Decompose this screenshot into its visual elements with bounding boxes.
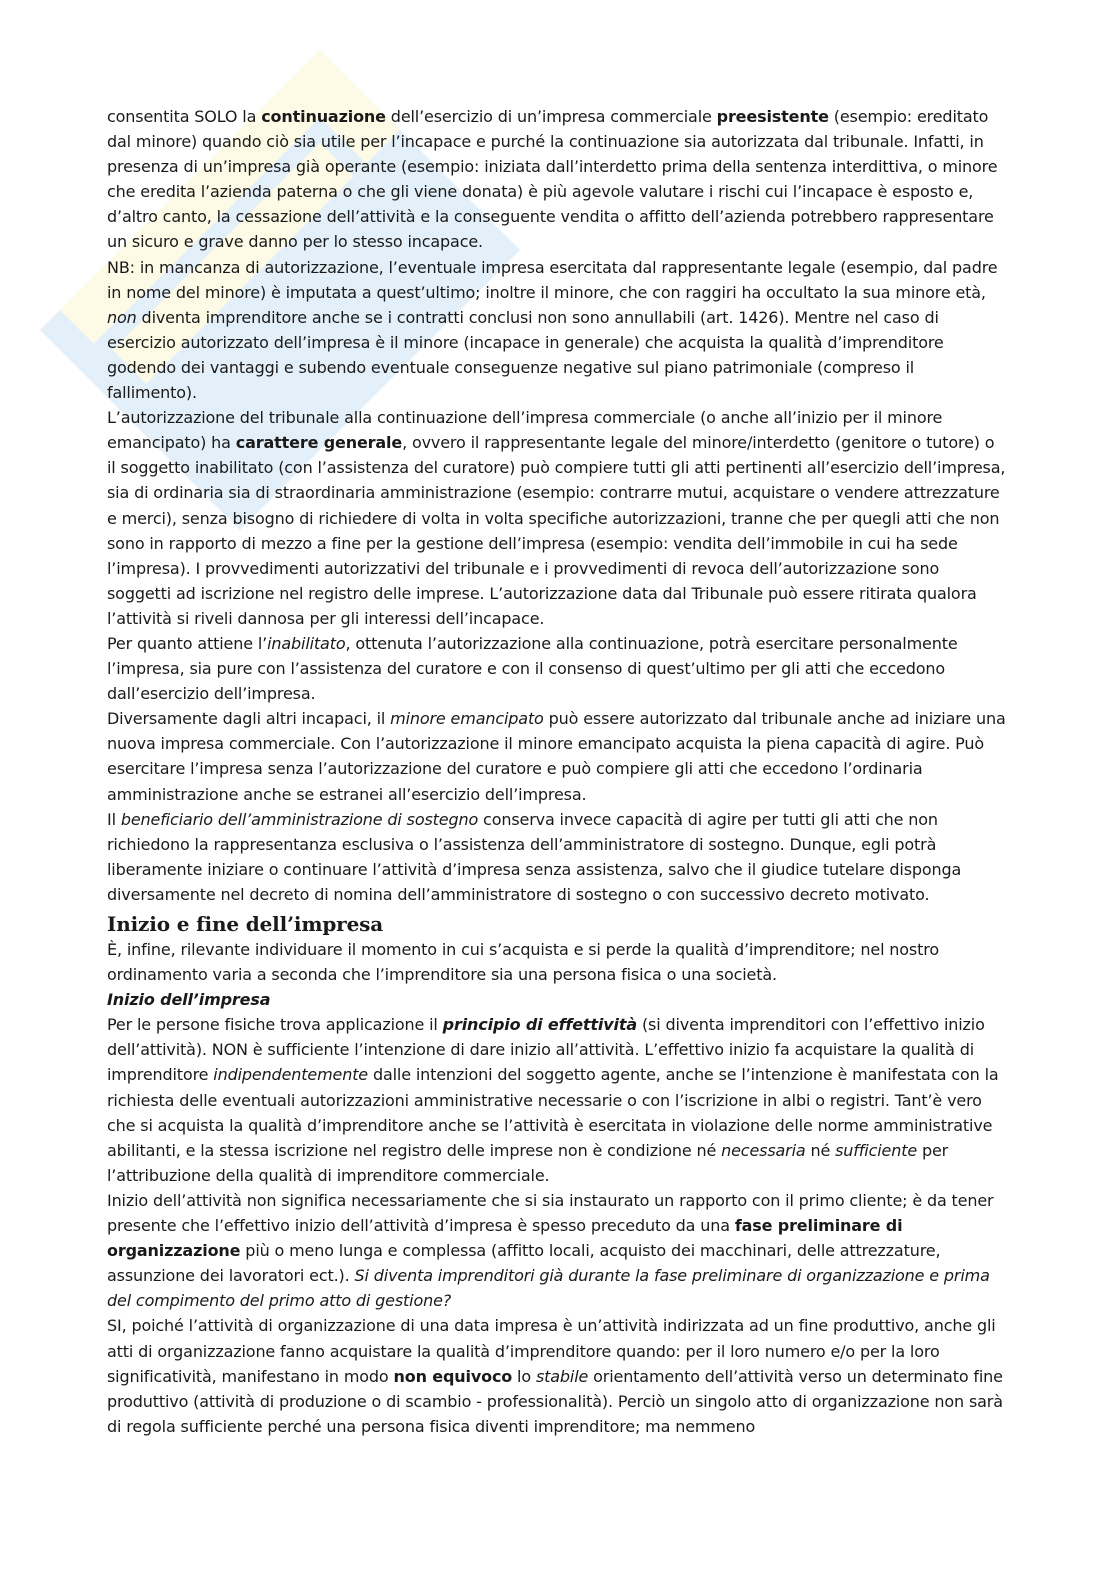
paragraph-intro: È, infine, rilevante individuare il momento in cui s’acquista e si perde la qualità d’imprenditore; nel nostro ordinamento varia a seconda che l’imprenditore sia una persona fisica o una società. [107, 940, 939, 985]
paragraph-fase-preliminare: Inizio dell’attività non significa necessariamente che si sia instaurato un rapporto con il primo cliente; è da tener presente che l’effettivo inizio dell’attività d’impresa è spesso preceduto da una fase preliminare di organizzazione più o meno lunga e complessa (affitto locali, acquisto dei macchinari, delle attrezzature, assunzione dei lavoratori ect.). Si diventa imprenditori già durante la fase preliminare di organizzazione e prima del compimento del primo atto di gestione? [107, 1190, 994, 1311]
paragraph-beneficiario: Il beneficiario dell’amministrazione di sostegno conserva invece capacità di agire per tutti gli atti che non richiedono la rappresentanza esclusiva o l’assistenza dell’amministratore di sostegno. Dunque, egli potrà liberamente iniziare o continuare l’attività d’impresa senza assistenza, salvo che il giudice tutelare disponga diversamente nel decreto di nomina dell’amministratore di sostegno o con successivo decreto motivato. [107, 809, 962, 904]
paragraph-continuazione: consentita SOLO la continuazione dell’esercizio di un’impresa commerciale preesistente (esempio: ereditato dal minore) quando ciò sia utile per l’incapace e purché la continuazione sia autorizzata dal tribunale. Infatti, in presenza di un’impresa già operante (esempio: iniziata dall’interdetto prima della sentenza interdittiva, o minore che eredita l’azienda paterna o che gli viene donata) è più agevole valutare i rischi cui l’incapace è esposto e, d’altro canto, la cessazione dell’attività e la conseguente vendita o affitto dell’azienda potrebbero rappresentare un sicuro e grave danno per lo stesso incapace. [107, 107, 998, 252]
paragraph-inabilitato: Per quanto attiene l’inabilitato, ottenuta l’autorizzazione alla continuazione, potrà esercitare personalmente l’impresa, sia pure con l’assistenza del curatore e con il consenso di quest’ultimo per gli atti che eccedono dall’esercizio dell’impresa. [107, 633, 958, 704]
paragraph-effettivita: Per le persone fisiche trova applicazione il principio di effettività (si diventa imprenditori con l’effettivo inizio dell’attività). NON è sufficiente l’intenzione di dare inizio all’attività. L’effettivo inizio fa acquistare la qualità di imprenditore indipendentemente dalle intenzioni del soggetto agente, anche se l’intenzione è manifestata con la richiesta delle eventuali autorizzazioni amministrative necessarie o con l’iscrizione in albi o registri. Tant’è vero che si acquista la qualità d’imprenditore anche se l’attività è esercitata in violazione delle norme amministrative abilitanti, e la stessa iscrizione nel registro delle imprese non è condizione né necessaria né sufficiente per l’attribuzione della qualità di imprenditore commerciale. [107, 1015, 999, 1185]
section-heading: Inizio e fine dell’impresa [107, 912, 384, 936]
subheading-inizio: Inizio dell’impresa [107, 990, 271, 1010]
paragraph-si-poiche: SI, poiché l’attività di organizzazione di una data impresa è un’attività indirizzata ad un fine produttivo, anche gli atti di organizzazione fanno acquistare la qualità d’imprenditore quando: per il loro numero e/o per la loro significatività, manifestano in modo non equivoco lo stabile orientamento dell’attività verso un determinato fine produttivo (attività di produzione o di scambio - professionalità). Perciò un singolo atto di organizzazione non sarà di regola sufficiente perché una persona fisica diventi imprenditore; ma nemmeno [107, 1316, 1003, 1436]
paragraph-nb: NB: in mancanza di autorizzazione, l’eventuale impresa esercitata dal rappresentante legale (esempio, dal padre in nome del minore) è imputata a quest’ultimo; inoltre il minore, che con raggiri ha occultato la sua minore età, non diventa imprenditore anche se i contratti conclusi non sono annullabili (art. 1426). Mentre nel caso di esercizio autorizzato dell’impresa è il minore (incapace in generale) che acquista la qualità d’imprenditore godendo dei vantaggi e subendo eventuale conseguenze negative sul piano patrimoniale (compreso il fallimento). [107, 257, 998, 403]
document-body [107, 104, 1007, 1439]
paragraph-autorizzazione: L’autorizzazione del tribunale alla continuazione dell’impresa commerciale (o anche all’inizio per il minore emancipato) ha carattere generale, ovvero il rappresentante legale del minore/interdetto (genitore o tutore) o il soggetto inabilitato (con l’assistenza del curatore) può compiere tutti gli atti pertinenti all’esercizio dell’impresa, sia di ordinaria sia di straordinaria amministrazione (esempio: contrarre mutui, acquistare o vendere attrezzature e merci), senza bisogno di richiedere di volta in volta specifiche autorizzazioni, tranne che per quegli atti che non sono in rapporto di mezzo a fine per la gestione dell’impresa (esempio: vendita dell’immobile in cui ha sede l’impresa). I provvedimenti autorizzativi del tribunale e i provvedimenti di revoca dell’autorizzazione sono soggetti ad iscrizione nel registro delle imprese. L’autorizzazione data dal Tribunale può essere ritirata qualora l’attività si riveli dannosa per gli interessi dell’incapace. [107, 408, 1006, 628]
paragraph-minore-emancipato: Diversamente dagli altri incapaci, il minore emancipato può essere autorizzato dal tribunale anche ad iniziare una nuova impresa commerciale. Con l’autorizzazione il minore emancipato acquista la piena capacità di agire. Può esercitare l’impresa senza l’autorizzazione del curatore e può compiere gli atti che eccedono l’ordinaria amministrazione anche se estranei all’esercizio dell’impresa. [107, 709, 1006, 804]
